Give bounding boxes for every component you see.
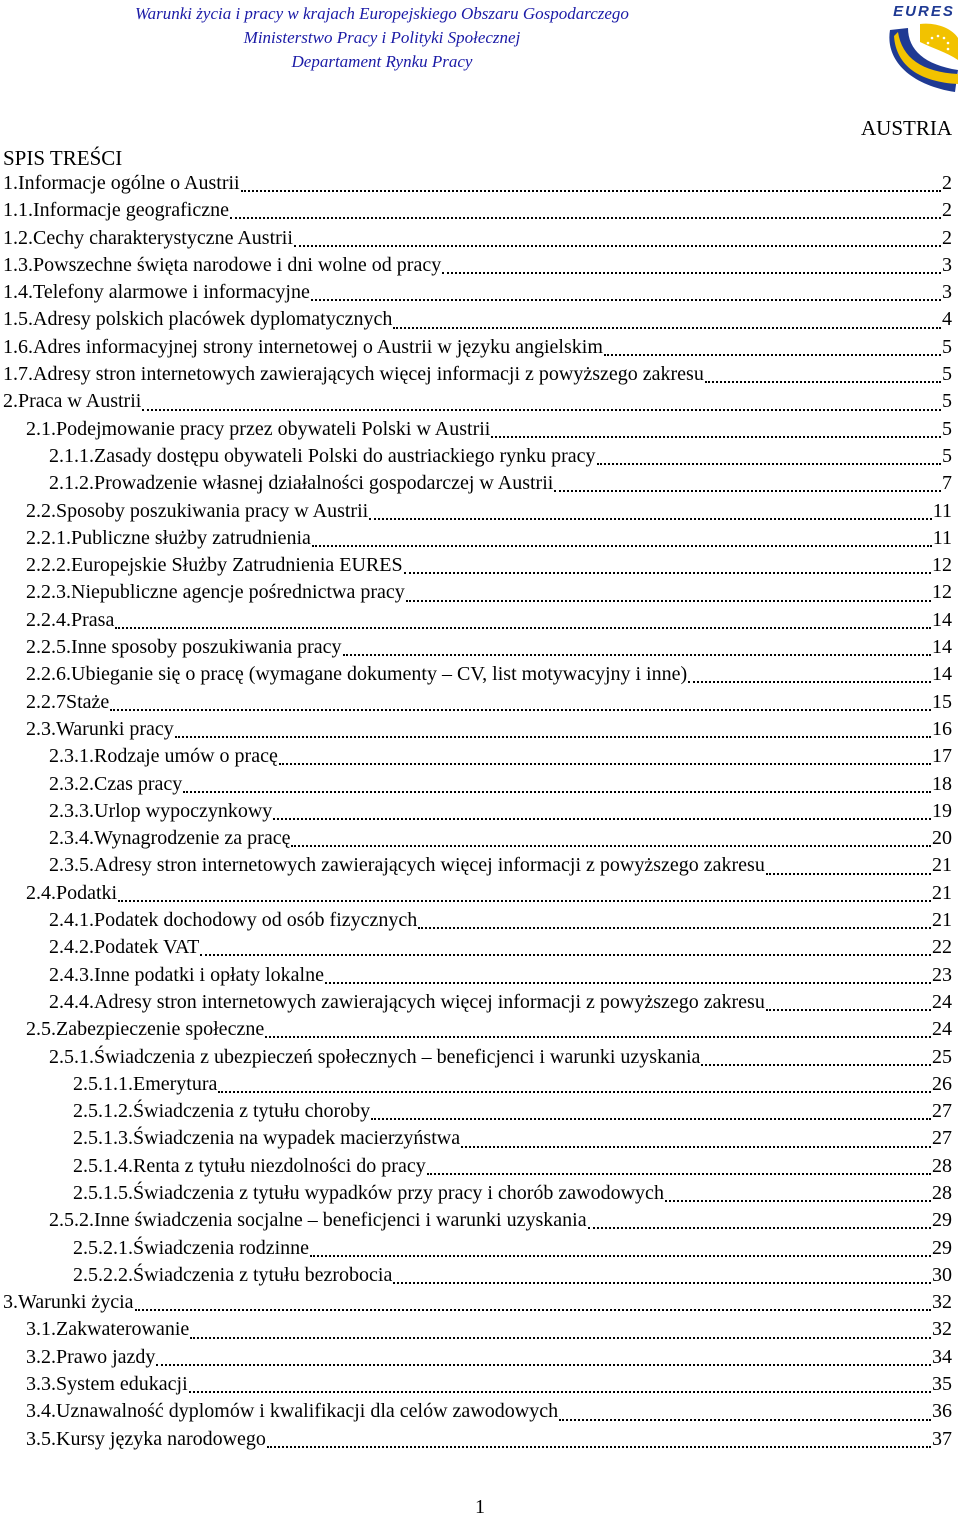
header-line-1: Warunki życia i pracy w krajach Europejskiego Obszaru Gospodarczego [135, 4, 629, 23]
toc-entry-title: Emerytura [133, 1072, 218, 1095]
toc-entry-number: 1. [3, 172, 18, 194]
toc-entry-number: 1.5. [3, 308, 33, 331]
toc-entry-page: 25 [932, 1045, 952, 1068]
toc-entry-number: 2.5.1.3. [73, 1127, 133, 1150]
toc-entry-title: Europejskie Służby Zatrudnienia EURES [71, 554, 403, 577]
toc-entry[interactable] [0, 1371, 960, 1398]
toc-entry-title: Podatki [56, 881, 118, 904]
toc-entry-page: 24 [932, 990, 952, 1013]
toc-entry-number: 2.2.5. [26, 636, 71, 659]
toc-entry[interactable] [0, 470, 960, 497]
toc-entry-number: 2.2. [26, 499, 56, 522]
toc-entry-page: 3 [942, 253, 952, 276]
toc-entry-number: 2.5.1.4. [73, 1154, 133, 1177]
toc-entry-page: 28 [932, 1181, 952, 1204]
toc-entry-number: 2.3.4. [49, 827, 94, 850]
toc-entry[interactable] [0, 552, 960, 579]
toc-entry-title: Rodzaje umów o pracę [94, 745, 278, 768]
toc-entry-number: 2.2.3. [26, 581, 71, 604]
toc-leader-dots [311, 298, 941, 301]
toc-entry-title: Adres informacyjnej strony internetowej o Austrii w języku angielskim [33, 335, 603, 358]
toc-leader-dots [418, 926, 931, 929]
toc-entry-title: Prawo jazdy [56, 1345, 156, 1368]
toc-entry-title: Zasady dostępu obywateli Polski do austriackiego rynku pracy [94, 444, 596, 467]
toc-entry[interactable] [0, 170, 960, 197]
toc-entry-number: 3.2. [26, 1345, 56, 1368]
toc-entry-page: 23 [932, 963, 952, 986]
toc-leader-dots [312, 544, 932, 547]
toc-entry-page: 3 [942, 281, 952, 304]
toc-entry-title: Informacje geograficzne [33, 199, 229, 222]
toc-entry-title: Adresy stron internetowych zawierających więcej informacji z powyższego zakresu [94, 990, 765, 1013]
toc-leader-dots [291, 844, 931, 847]
toc-entry-title: Renta z tytułu niezdolności do pracy [133, 1154, 426, 1177]
toc-entry-title: Ubieganie się o pracę (wymagane dokumenty – CV, list motywacyjny i inne) [71, 663, 688, 686]
toc-entry-page: 14 [932, 663, 952, 686]
toc-entry-number: 2.3.2. [49, 772, 94, 795]
toc-entry-page: 12 [932, 554, 952, 577]
toc-entry-page: 4 [942, 308, 952, 331]
toc-entry-page: 17 [932, 745, 952, 768]
toc-entry[interactable] [0, 1398, 960, 1425]
toc-entry[interactable] [0, 634, 960, 661]
toc-entry-page: 11 [932, 526, 952, 549]
toc-leader-dots [766, 872, 931, 875]
toc-entry[interactable] [0, 989, 960, 1016]
toc-entry-title: Podatek dochodowy od osób fizycznych [94, 909, 418, 932]
toc-entry-page: 28 [932, 1154, 952, 1177]
toc-entry-page: 16 [932, 717, 952, 740]
toc-entry-page: 36 [932, 1400, 952, 1423]
toc-entry-number: 1.1. [3, 199, 33, 222]
toc-entry[interactable] [0, 1071, 960, 1098]
toc-leader-dots [665, 1199, 931, 1202]
toc-entry[interactable] [0, 1344, 960, 1371]
toc-title: SPIS TREŚCI [3, 146, 123, 170]
toc-entry-title: Prasa [71, 608, 115, 631]
toc-entry-title: Cechy charakterystyczne Austrii [33, 226, 293, 249]
toc-entry-number: 2.4.1. [49, 909, 94, 932]
toc-leader-dots [442, 271, 941, 274]
toc-entry-number: 2.5.1.2. [73, 1100, 133, 1123]
toc-entry-title: Praca w Austrii [18, 390, 142, 413]
toc-leader-dots [766, 1008, 931, 1011]
toc-entry-page: 5 [942, 390, 952, 413]
toc-entry-page: 12 [932, 581, 952, 604]
toc-entry-number: 1.6. [3, 335, 33, 358]
toc-leader-dots [218, 1090, 931, 1093]
eures-logo-text: EURES [893, 3, 955, 20]
toc-entry-title: Świadczenia z tytułu wypadków przy pracy i chorób zawodowych [133, 1181, 664, 1204]
toc-entry[interactable] [0, 661, 960, 688]
toc-entry-page: 32 [932, 1291, 952, 1314]
toc-entry[interactable] [0, 252, 960, 279]
toc-entry-page: 14 [932, 636, 952, 659]
toc-leader-dots [393, 326, 941, 329]
toc-entry-title: Świadczenia rodzinne [133, 1236, 310, 1259]
toc-entry[interactable] [0, 771, 960, 798]
toc-entry-number: 2.5. [26, 1018, 56, 1041]
toc-entry-page: 24 [932, 1018, 952, 1041]
toc-leader-dots [491, 435, 941, 438]
toc-entry-title: Uznawalność dyplomów i kwalifikacji dla celów zawodowych [56, 1400, 559, 1423]
toc-entry-number: 2.3.5. [49, 854, 94, 877]
toc-entry-page: 5 [942, 335, 952, 358]
toc-leader-dots [688, 680, 931, 683]
toc-leader-dots [156, 1363, 931, 1366]
toc-entry-number: 1.4. [3, 281, 33, 304]
toc-entry-page: 5 [942, 363, 952, 386]
toc-entry[interactable] [0, 798, 960, 825]
toc-entry-page: 27 [932, 1127, 952, 1150]
toc-entry-page: 32 [932, 1318, 952, 1341]
toc-entry-title: Świadczenia na wypadek macierzyństwa [133, 1127, 461, 1150]
toc-entry-title: Powszechne święta narodowe i dni wolne od pracy [33, 253, 442, 276]
toc-entry-title: Świadczenia z tytułu bezrobocia [133, 1263, 393, 1286]
toc-leader-dots [190, 1336, 931, 1339]
toc-entry-number: 2.4.3. [49, 963, 94, 986]
toc-entry-number: 2.5.1.5. [73, 1181, 133, 1204]
toc-entry[interactable] [0, 1016, 960, 1043]
toc-entry-number: 2.5.2. [49, 1209, 94, 1232]
toc-entry[interactable] [0, 1098, 960, 1125]
toc-entry-number: 3.5. [26, 1427, 56, 1450]
toc-entry-page: 29 [932, 1236, 952, 1259]
toc-entry[interactable] [0, 197, 960, 224]
toc-entry[interactable] [0, 1289, 960, 1316]
toc-entry[interactable] [0, 1153, 960, 1180]
toc-entry-title: Inne podatki i opłaty lokalne [94, 963, 324, 986]
toc-entry[interactable] [0, 880, 960, 907]
toc-entry-number: 2.4.4. [49, 990, 94, 1013]
toc-entry-title: Prowadzenie własnej działalności gospodarczej w Austrii [94, 472, 554, 495]
toc-entry-title: Niepubliczne agencje pośrednictwa pracy [71, 581, 405, 604]
toc-leader-dots [265, 1035, 931, 1038]
toc-entry-title: Inne świadczenia socjalne – beneficjenci i warunki uzyskania [94, 1209, 587, 1232]
toc-entry[interactable] [0, 498, 960, 525]
toc-entry-title: Czas pracy [94, 772, 183, 795]
toc-entry-number: 2.3. [26, 717, 56, 740]
toc-entry-number: 2.2.1. [26, 526, 71, 549]
toc-entry-title: Telefony alarmowe i informacyjne [33, 281, 310, 304]
toc-leader-dots [142, 408, 941, 411]
toc-entry-page: 5 [942, 444, 952, 467]
toc-entry-page: 7 [942, 472, 952, 495]
toc-leader-dots [183, 790, 931, 793]
toc-leader-dots [118, 899, 931, 902]
toc-entry-page: 14 [932, 608, 952, 631]
toc-entry-title: Adresy stron internetowych zawierających więcej informacji z powyższego zakresu [94, 854, 765, 877]
toc-entry-page: 18 [932, 772, 952, 795]
toc-leader-dots [110, 708, 931, 711]
toc-entry-number: 2. [3, 390, 18, 413]
toc-entry-title: Adresy polskich placówek dyplomatycznych [33, 308, 393, 331]
toc-entry-title: Kursy języka narodowego [56, 1427, 266, 1450]
toc-entry[interactable] [0, 689, 960, 716]
toc-entry[interactable] [0, 443, 960, 470]
toc-entry[interactable] [0, 225, 960, 252]
toc-entry-title: Sposoby poszukiwania pracy w Austrii [56, 499, 369, 522]
toc-leader-dots [189, 1390, 931, 1393]
toc-leader-dots [604, 353, 941, 356]
toc-leader-dots [241, 189, 941, 192]
toc-leader-dots [554, 489, 941, 492]
toc-entry-page: 5 [942, 417, 952, 440]
toc-entry-page: 19 [932, 799, 952, 822]
toc-leader-dots [115, 626, 931, 629]
toc-entry-page: 2 [942, 172, 952, 194]
toc-entry-title: Podejmowanie pracy przez obywateli Polski w Austrii [56, 417, 491, 440]
toc-leader-dots [279, 762, 931, 765]
toc-entry[interactable] [0, 1207, 960, 1234]
toc-entry[interactable] [0, 934, 960, 961]
toc-entry-page: 21 [932, 881, 952, 904]
header-line-2: Ministerstwo Pracy i Polityki Społecznej [243, 28, 521, 47]
toc-entry-number: 3. [3, 1291, 18, 1314]
toc-entry-number: 1.3. [3, 253, 33, 276]
toc-entry-number: 1.7. [3, 363, 33, 386]
toc-leader-dots [135, 1308, 931, 1311]
toc-entry-page: 21 [932, 909, 952, 932]
toc-entry-page: 15 [932, 690, 952, 713]
toc-leader-dots [230, 216, 941, 219]
toc-entry-page: 2 [942, 199, 952, 222]
toc-entry[interactable] [0, 525, 960, 552]
toc-entry-number: 2.2.6. [26, 663, 71, 686]
toc-leader-dots [294, 244, 941, 247]
toc-entry-number: 2.2.4. [26, 608, 71, 631]
eures-logo-hand [920, 24, 958, 60]
toc-leader-dots [597, 462, 941, 465]
toc-entry-page: 20 [932, 827, 952, 850]
document-header [0, 2, 960, 74]
toc-entry-number: 2.1.1. [49, 444, 94, 467]
toc-entry[interactable] [0, 334, 960, 361]
toc-entry[interactable] [0, 279, 960, 306]
toc-entry[interactable] [0, 962, 960, 989]
toc-entry-number: 1.2. [3, 226, 33, 249]
toc-leader-dots [267, 1445, 931, 1448]
toc-entry-page: 29 [932, 1209, 952, 1232]
eures-logo [880, 0, 960, 104]
page-number: 1 [475, 1496, 485, 1518]
toc-leader-dots [701, 1063, 931, 1066]
toc-entry[interactable] [0, 825, 960, 852]
toc-leader-dots [371, 1117, 931, 1120]
toc-entry-page: 34 [932, 1345, 952, 1368]
toc-leader-dots [175, 735, 931, 738]
toc-entry[interactable] [0, 1316, 960, 1343]
toc-entry-title: Zakwaterowanie [56, 1318, 190, 1341]
toc-entry-title: Informacje ogólne o Austrii [18, 172, 240, 194]
toc-entry-number: 3.4. [26, 1400, 56, 1423]
toc-entry-title: Świadczenia z tytułu choroby [133, 1100, 371, 1123]
toc-entry-page: 37 [932, 1427, 952, 1450]
table-of-contents [0, 170, 960, 1453]
toc-leader-dots [343, 653, 932, 656]
toc-leader-dots [273, 817, 931, 820]
country-heading: AUSTRIA [860, 116, 952, 140]
toc-leader-dots [200, 953, 931, 956]
toc-entry-title: Publiczne służby zatrudnienia [71, 526, 311, 549]
toc-leader-dots [588, 1226, 931, 1229]
toc-entry[interactable] [0, 743, 960, 770]
toc-entry-number: 2.1. [26, 417, 56, 440]
toc-leader-dots [310, 1254, 931, 1257]
toc-leader-dots [461, 1145, 931, 1148]
toc-entry-number: 3.3. [26, 1373, 56, 1396]
toc-entry[interactable] [0, 388, 960, 415]
toc-leader-dots [369, 517, 932, 520]
toc-leader-dots [393, 1281, 931, 1284]
toc-leader-dots [705, 380, 941, 383]
toc-entry[interactable] [0, 852, 960, 879]
toc-entry[interactable] [0, 1125, 960, 1152]
toc-entry-title: System edukacji [56, 1373, 188, 1396]
toc-entry-title: Podatek VAT [94, 936, 200, 959]
toc-entry-page: 26 [932, 1072, 952, 1095]
toc-entry-number: 3.1. [26, 1318, 56, 1341]
toc-entry-title: Wynagrodzenie za pracę [94, 827, 291, 850]
toc-entry-number: 2.5.1.1. [73, 1072, 133, 1095]
toc-entry-page: 2 [942, 226, 952, 249]
toc-entry[interactable] [0, 1262, 960, 1289]
toc-entry[interactable] [0, 1235, 960, 1262]
toc-entry[interactable] [0, 1180, 960, 1207]
toc-entry-title: Zabezpieczenie społeczne [56, 1018, 265, 1041]
toc-entry[interactable] [0, 306, 960, 333]
toc-leader-dots [427, 1172, 931, 1175]
toc-entry[interactable] [0, 416, 960, 443]
toc-leader-dots [406, 599, 931, 602]
header-line-3: Departament Rynku Pracy [291, 52, 473, 71]
toc-entry-number: 2.5.1. [49, 1045, 94, 1068]
toc-entry-number: 2.3.3. [49, 799, 94, 822]
toc-entry-number: 2.1.2. [49, 472, 94, 495]
toc-entry-page: 27 [932, 1100, 952, 1123]
toc-entry-title: Warunki życia [18, 1291, 134, 1314]
toc-entry-page: 30 [932, 1263, 952, 1286]
toc-leader-dots [325, 981, 931, 984]
toc-entry-number: 2.2.7 [26, 690, 66, 713]
toc-entry-number: 2.4. [26, 881, 56, 904]
toc-entry-page: 21 [932, 854, 952, 877]
toc-entry-page: 22 [932, 936, 952, 959]
toc-entry-title: Adresy stron internetowych zawierających więcej informacji z powyższego zakresu [33, 363, 704, 386]
toc-leader-dots [559, 1418, 931, 1421]
toc-entry-number: 2.4.2. [49, 936, 94, 959]
toc-entry-number: 2.2.2. [26, 554, 71, 577]
toc-entry-title: Staże [66, 690, 110, 713]
toc-entry[interactable] [0, 907, 960, 934]
toc-entry-number: 2.3.1. [49, 745, 94, 768]
toc-entry[interactable] [0, 716, 960, 743]
toc-entry-page: 11 [932, 499, 952, 522]
toc-entry-title: Świadczenia z ubezpieczeń społecznych – beneficjenci i warunki uzyskania [94, 1045, 701, 1068]
toc-entry-title: Urlop wypoczynkowy [94, 799, 273, 822]
toc-entry[interactable] [0, 607, 960, 634]
toc-leader-dots [404, 571, 931, 574]
toc-entry-title: Inne sposoby poszukiwania pracy [71, 636, 342, 659]
toc-entry[interactable] [0, 1426, 960, 1453]
toc-entry-title: Warunki pracy [56, 717, 174, 740]
toc-entry-number: 2.5.2.2. [73, 1263, 133, 1286]
toc-entry-number: 2.5.2.1. [73, 1236, 133, 1259]
toc-entry[interactable] [0, 579, 960, 606]
toc-entry-page: 35 [932, 1373, 952, 1396]
toc-entry[interactable] [0, 1044, 960, 1071]
toc-entry[interactable] [0, 361, 960, 388]
